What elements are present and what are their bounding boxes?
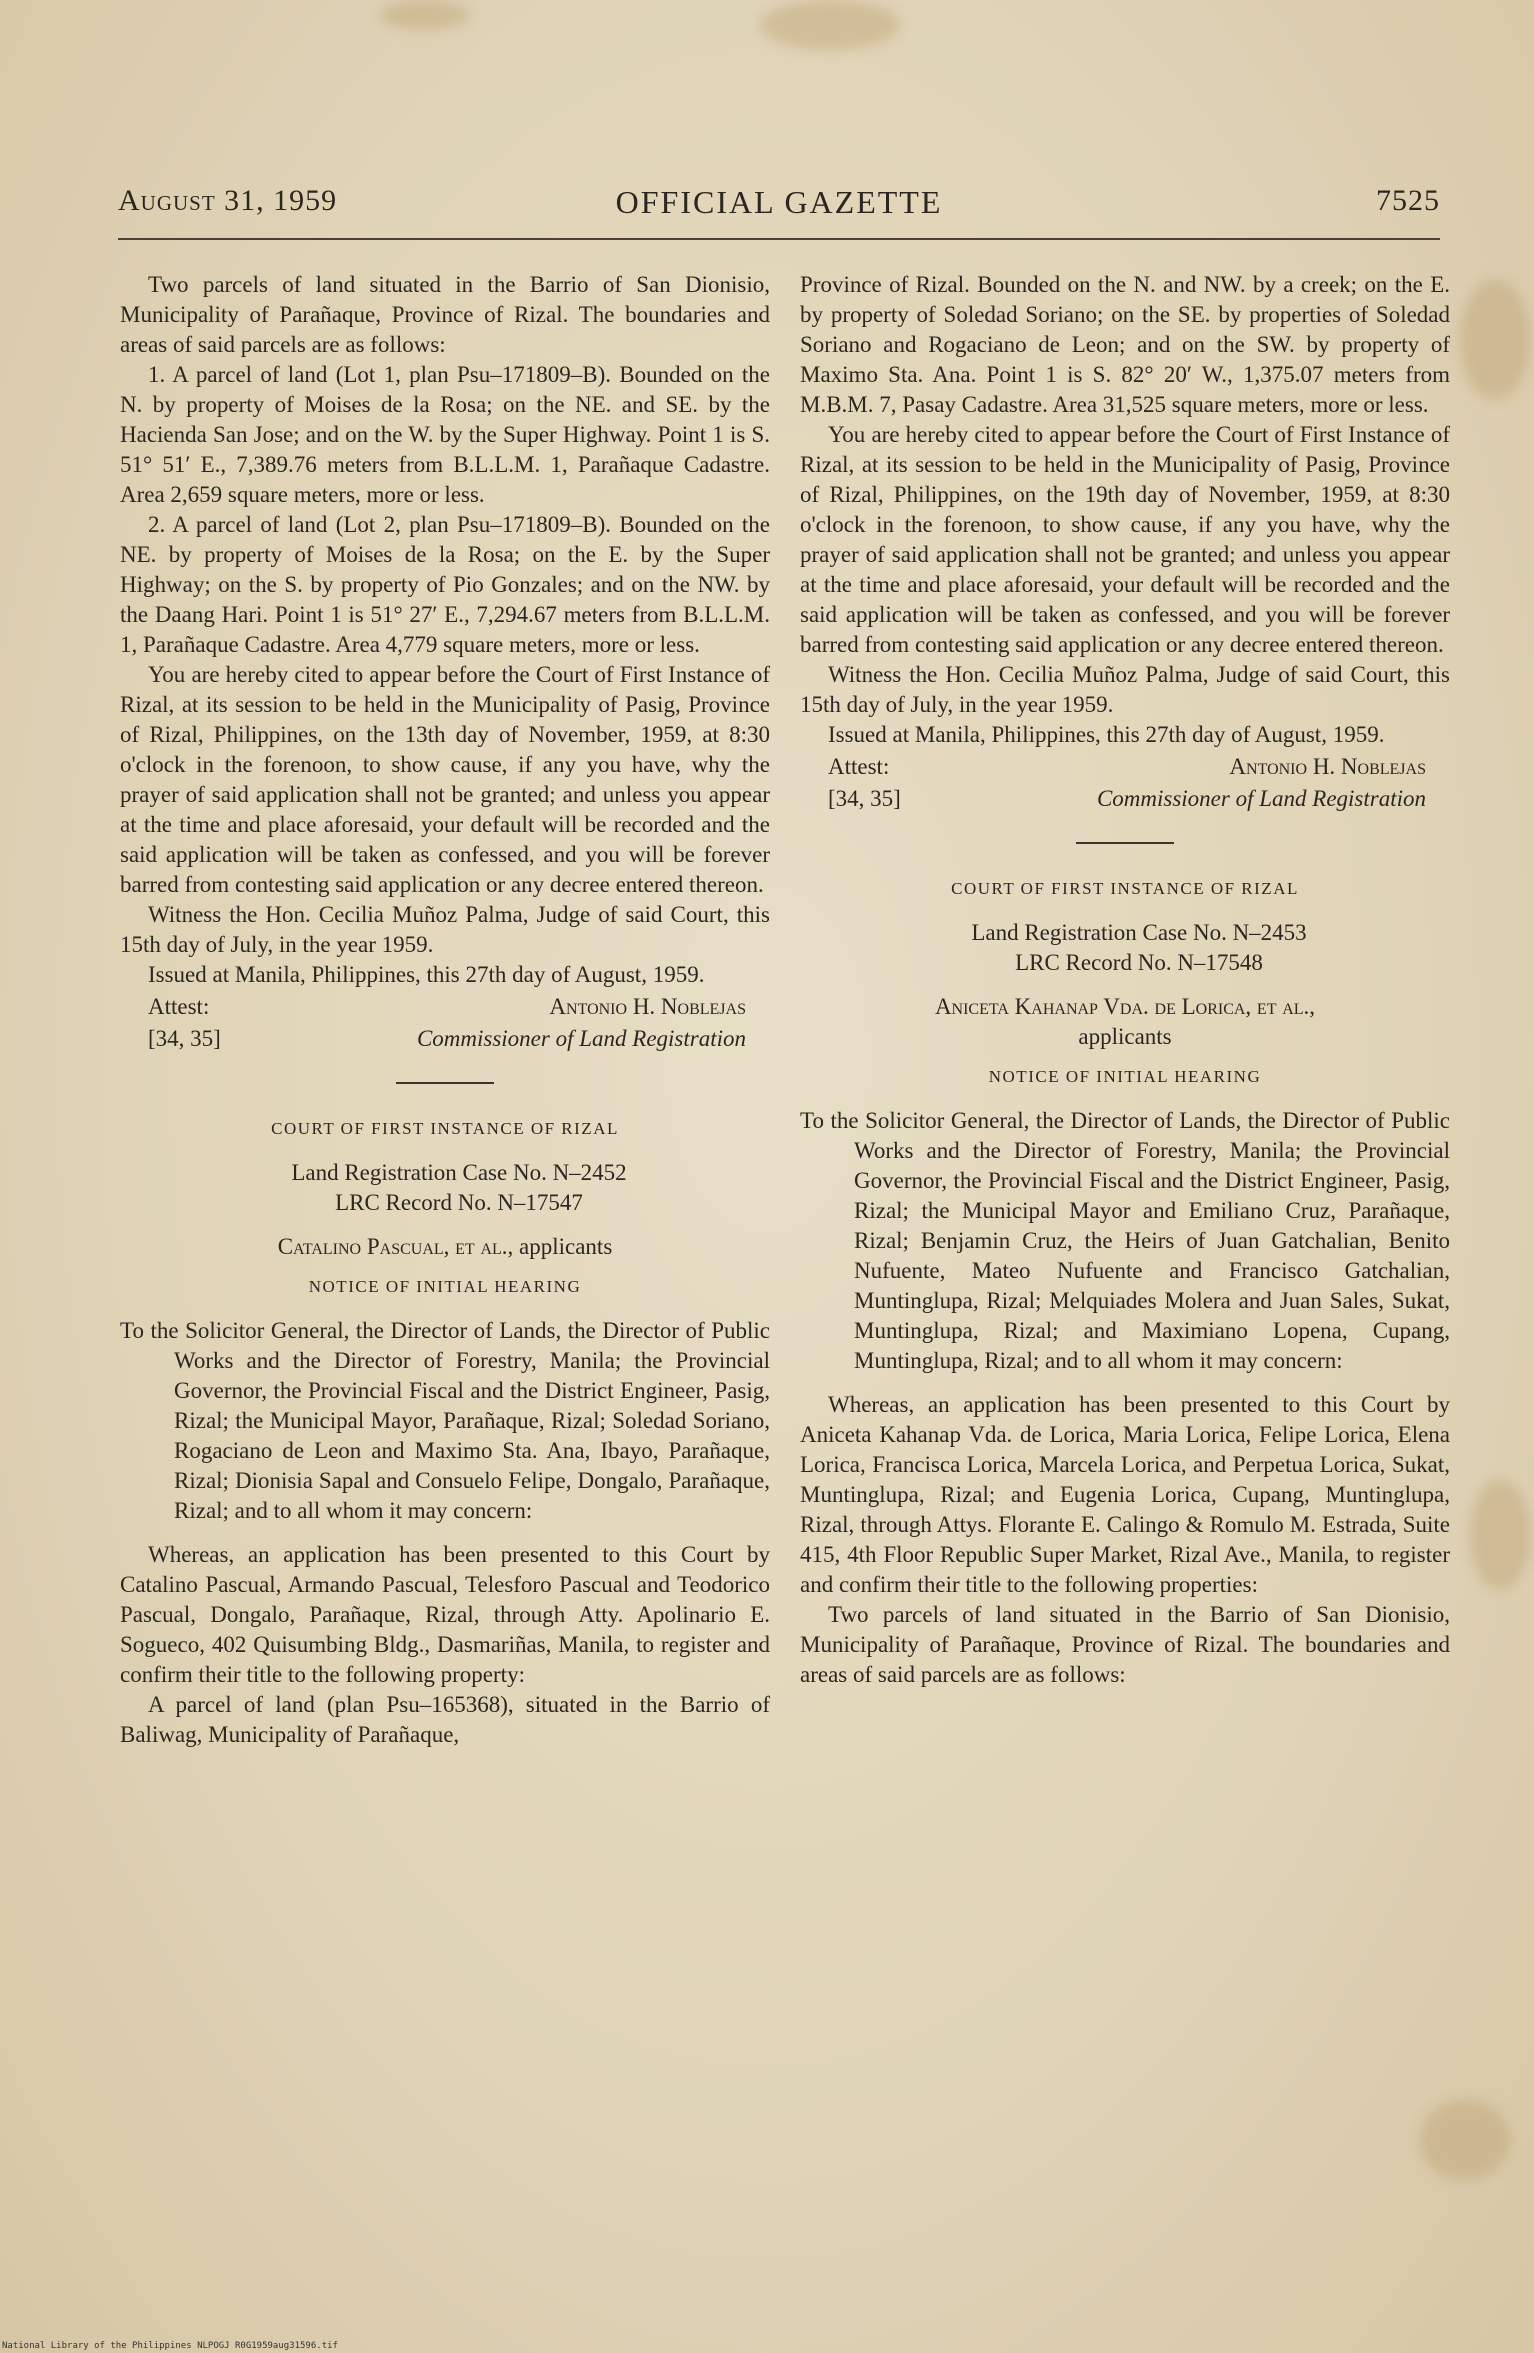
case-number: Land Registration Case No. N–2452 — [291, 1160, 627, 1185]
reference-number: [34, 35] — [828, 786, 901, 811]
paragraph: Province of Rizal. Bounded on the N. and NW. by a creek; on the E. by property of Soledad Soriano; on the SE. by properties of Soledad Soriano and Rogaciano de Leon; and on the SW. by property of Maximo Sta. Ana. Point 1 is S. 82° 20′ W., 1,375.07 meters from M.B.M. 7, Pasay Cadastre. Area 31,525 square meters, more or less. — [800, 272, 1450, 417]
paragraph: Issued at Manila, Philippines, this 27th day of August, 1959. — [828, 722, 1385, 747]
paragraph: 1. A parcel of land (Lot 1, plan Psu–171809–B). Bounded on the N. by property of Moises de la Rosa; on the NE. and SE. by the Hacienda San Jose; and on the W. by the Super Highway. Point 1 is S. 51° 51′ E., 7,389.76 meters from B.L.L.M. 1, Parañaque Cadastre. Area 2,659 square meters, more or less. — [120, 362, 770, 507]
page-header — [118, 184, 1440, 228]
attest-line — [120, 992, 770, 1022]
paper-stain — [1470, 1480, 1530, 1590]
paragraph: You are hereby cited to appear before the Court of First Instance of Rizal, at its session to be held in the Municipality of Pasig, Province of Rizal, Philippines, on the 19th day of November, 1959, at 8:30 o'clock in the forenoon, to show cause, if any you have, why the prayer of said application shall not be granted; and unless you appear at the time and place aforesaid, your default will be recorded and the said application will be taken as confessed, and you will be forever barred from contesting said application or any decree entered thereon. — [800, 422, 1450, 657]
paragraph: Whereas, an application has been presented to this Court by Aniceta Kahanap Vda. de Lorica, Maria Lorica, Felipe Lorica, Elena Lorica, Francisca Lorica, Marcela Lorica, and Perpetua Lorica, Sukat, Muntinglupa, Rizal; and Eugenia Lorica, Cupang, Muntinglupa, Rizal, through Attys. Florante E. Calingo & Romulo M. Estrada, Suite 415, 4th Floor Republic Super Market, Rizal Ave., Manila, to register and confirm their title to the following properties: — [800, 1392, 1450, 1597]
court-heading: COURT OF FIRST INSTANCE OF RIZAL — [271, 1119, 619, 1138]
notice-heading: NOTICE OF INITIAL HEARING — [308, 1277, 582, 1296]
paper-stain — [760, 0, 900, 50]
signatory-name: Antonio H. Noblejas — [1229, 754, 1426, 779]
record-number: LRC Record No. N–17547 — [335, 1190, 583, 1215]
signatory-title: Commissioner of Land Registration — [416, 1026, 746, 1051]
attest-label: Attest: — [828, 754, 890, 779]
paragraph: A parcel of land (plan Psu–165368), situated in the Barrio of Baliwag, Municipality of Parañaque, — [120, 1692, 770, 1747]
paragraph: 2. A parcel of land (Lot 2, plan Psu–171809–B). Bounded on the NE. by property of Moises de la Rosa; on the E. by the Super Highway; on the S. by property of Pio Gonzales; and on the NW. by the Daang Hari. Point 1 is 51° 27′ E., 7,294.67 meters from B.L.L.M. 1, Parañaque Cadastre. Area 4,779 square meters, more or less. — [120, 512, 770, 657]
paragraph: You are hereby cited to appear before the Court of First Instance of Rizal, at its session to be held in the Municipality of Pasig, Province of Rizal, Philippines, on the 13th day of November, 1959, at 8:30 o'clock in the forenoon, to show cause, if any you have, why the prayer of said application shall not be granted; and unless you appear at the time and place aforesaid, your default will be recorded and the said application will be taken as confessed, and you will be forever barred from contesting said application or any decree entered thereon. — [120, 662, 770, 897]
case-number: Land Registration Case No. N–2453 — [971, 920, 1307, 945]
paragraph: Issued at Manila, Philippines, this 27th day of August, 1959. — [148, 962, 705, 987]
record-number: LRC Record No. N–17548 — [1015, 950, 1263, 975]
signatory-name: Antonio H. Noblejas — [549, 994, 746, 1019]
paper-stain — [1420, 2100, 1510, 2180]
page-number: 7525 — [1376, 184, 1440, 217]
commissioner-line — [800, 784, 1450, 814]
addressees: To the Solicitor General, the Director of Lands, the Director of Public Works and the Director of Forestry, Manila; the Provincial Governor, the Provincial Fiscal and the District Engineer, Pasig, Rizal; the Municipal Mayor and Emiliano Cruz, Parañaque, Rizal; Benjamin Cruz, the Heirs of Juan Gatchalian, Benito Nufuente, Mateo Nufuente and Francisco Gatchalian, Muntinglupa, Rizal; Melquiades Molera and Juan Sales, Sukat, Muntinglupa, Rizal; and Maximiano Lopena, Cupang, Muntinglupa, Rizal; and to all whom it may concern: — [800, 1108, 1450, 1373]
reference-number: [34, 35] — [148, 1026, 221, 1051]
left-column — [120, 270, 770, 1750]
signatory-title: Commissioner of Land Registration — [1096, 786, 1426, 811]
section-divider — [1076, 842, 1174, 844]
paper-stain — [1460, 280, 1530, 400]
applicants-suffix: applicants — [519, 1234, 613, 1259]
header-rule — [118, 238, 1440, 240]
scan-footer: National Library of the Philippines NLPOGJ R0G1959aug31596.tif — [2, 2341, 338, 2351]
section-divider — [396, 1082, 494, 1084]
attest-line — [800, 752, 1450, 782]
applicants-name: Aniceta Kahanap Vda. de Lorica, et al., — [934, 994, 1316, 1019]
commissioner-line — [120, 1024, 770, 1054]
applicants-line — [120, 1232, 770, 1262]
attest-label: Attest: — [148, 994, 210, 1019]
addressees: To the Solicitor General, the Director of Lands, the Director of Public Works and the Director of Forestry, Manila; the Provincial Governor, the Provincial Fiscal and the District Engineer, Pasig, Rizal; the Municipal Mayor, Parañaque, Rizal; Soledad Soriano, Rogaciano de Leon and Maximo Sta. Ana, Ibayo, Parañaque, Rizal; Dionisia Sapal and Consuelo Felipe, Dongalo, Parañaque, Rizal; and to all whom it may concern: — [120, 1318, 770, 1523]
paragraph: Whereas, an application has been presented to this Court by Catalino Pascual, Armando Pascual, Telesforo Pascual and Teodorico Pascual, Dongalo, Parañaque, Rizal, through Atty. Apolinario E. Sogueco, 402 Quisumbing Bldg., Dasmariñas, Manila, to register and confirm their title to the following property: — [120, 1542, 770, 1687]
applicants-line — [800, 992, 1450, 1052]
paragraph: Two parcels of land situated in the Barrio of San Dionisio, Municipality of Parañaque, Province of Rizal. The boundaries and areas of said parcels are as follows: — [800, 1602, 1450, 1687]
paragraph: Two parcels of land situated in the Barrio of San Dionisio, Municipality of Parañaque, Province of Rizal. The boundaries and areas of said parcels are as follows: — [120, 272, 770, 357]
right-column — [800, 270, 1450, 1690]
court-heading: COURT OF FIRST INSTANCE OF RIZAL — [951, 879, 1299, 898]
publication-title: OFFICIAL GAZETTE — [615, 184, 943, 220]
paragraph: Witness the Hon. Cecilia Muñoz Palma, Judge of said Court, this 15th day of July, in the year 1959. — [800, 662, 1450, 717]
applicants-name: Catalino Pascual, et al., — [277, 1234, 514, 1259]
paragraph: Witness the Hon. Cecilia Muñoz Palma, Judge of said Court, this 15th day of July, in the year 1959. — [120, 902, 770, 957]
issue-date: August 31, 1959 — [118, 184, 338, 217]
paper-stain — [380, 0, 470, 30]
applicants-suffix: applicants — [1078, 1024, 1172, 1049]
notice-heading: NOTICE OF INITIAL HEARING — [988, 1067, 1262, 1086]
